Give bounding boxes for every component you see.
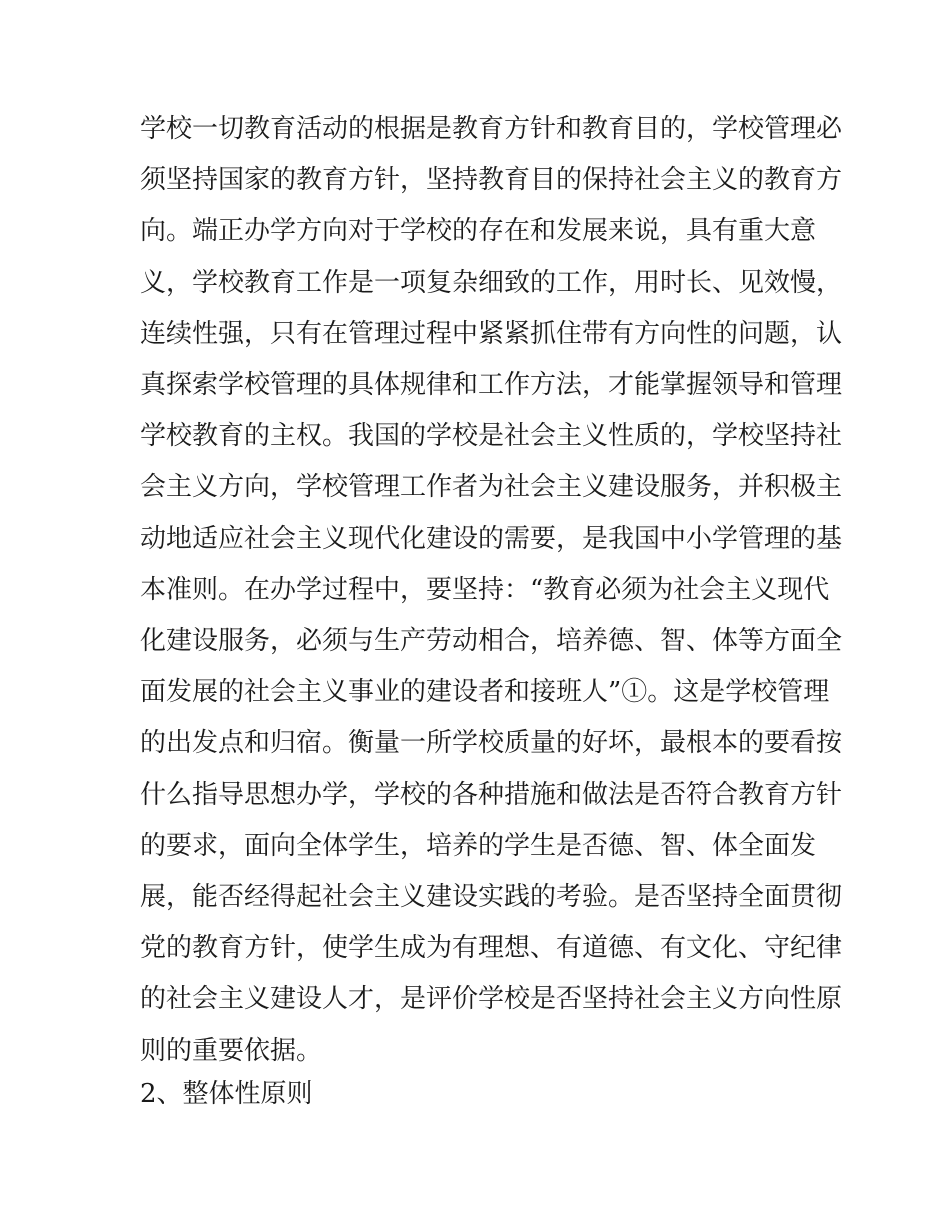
paragraph-line: 动地适应社会主义现代化建设的需要，是我国中小学管理的基: [140, 523, 843, 554]
body-paragraph: [140, 104, 843, 1077]
paragraph-line: 向。端正办学方向对于学校的存在和发展来说，具有重大意: [140, 216, 817, 247]
paragraph-line: 党的教育方针，使学生成为有理想、有道德、有文化、守纪律: [140, 933, 843, 964]
paragraph-line: 的要求，面向全体学生，培养的学生是否德、智、体全面发: [140, 830, 817, 861]
paragraph-line: 连续性强，只有在管理过程中紧紧抓住带有方向性的问题，认: [140, 318, 843, 349]
paragraph-line: 义，学校教育工作是一项复杂细致的工作，用时长、见效慢，: [140, 267, 843, 298]
paragraph-line: 真探索学校管理的具体规律和工作方法，才能掌握领导和管理: [140, 370, 843, 401]
paragraph-line: 须坚持国家的教育方针，坚持教育目的保持社会主义的教育方: [140, 165, 843, 196]
paragraph-line: 面发展的社会主义事业的建设者和接班人”①。这是学校管理: [140, 677, 830, 708]
paragraph-line: 展，能否经得起社会主义建设实践的考验。是否坚持全面贯彻: [140, 882, 843, 913]
paragraph-line: 本准则。在办学过程中，要坚持：“教育必须为社会主义现代: [140, 574, 830, 605]
paragraph-line: 的社会主义建设人才，是评价学校是否坚持社会主义方向性原: [140, 984, 843, 1015]
paragraph-line: 会主义方向，学校管理工作者为社会主义建设服务，并积极主: [140, 472, 843, 503]
paragraph-line: 的出发点和归宿。衡量一所学校质量的好坏，最根本的要看按: [140, 728, 843, 759]
paragraph-line: 学校教育的主权。我国的学校是社会主义性质的，学校坚持社: [140, 421, 843, 452]
section-heading: 2、整体性原则: [140, 1079, 313, 1109]
paragraph-line: 学校一切教育活动的根据是教育方针和教育目的，学校管理必: [140, 114, 843, 144]
paragraph-line: 化建设服务，必须与生产劳动相合，培养德、智、体等方面全: [140, 626, 843, 657]
paragraph-line: 则的重要依据。: [140, 1035, 323, 1066]
paragraph-line: 什么指导思想办学，学校的各种措施和做法是否符合教育方针: [140, 779, 843, 810]
